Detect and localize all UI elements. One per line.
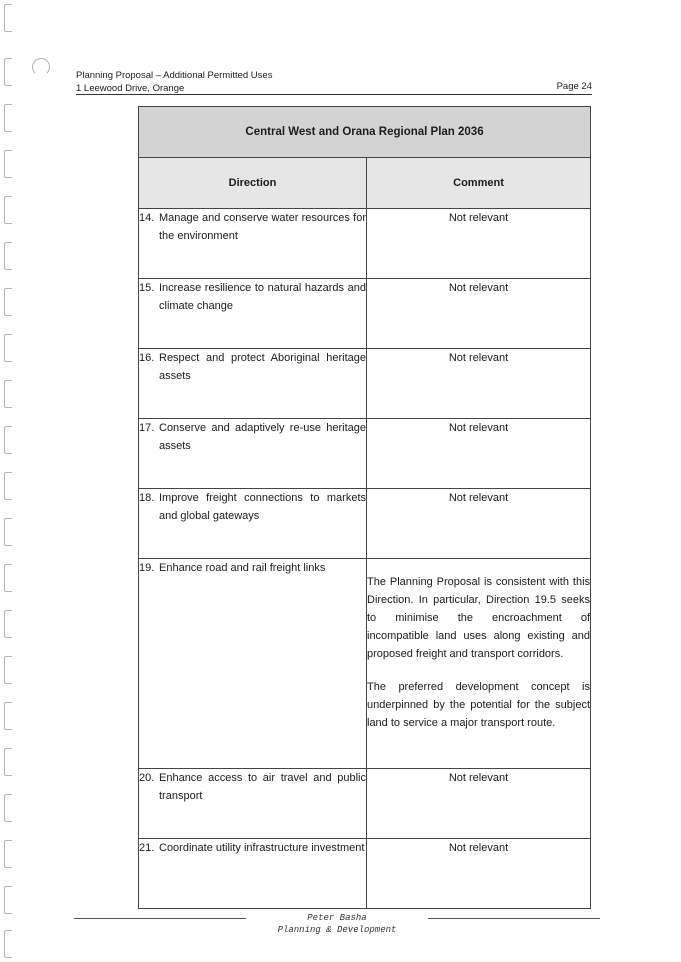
direction-cell [139,839,367,909]
table-row [139,209,591,279]
table-row [139,349,591,419]
table-row [139,839,591,909]
binder-ring-edge [0,0,22,962]
table-row [139,769,591,839]
table-title-row [139,107,591,158]
table-row [139,419,591,489]
binder-ring [4,748,12,776]
direction-number: 19. [139,562,155,574]
table-header-row [139,158,591,209]
footer-author: Peter Basha [307,913,367,923]
binder-ring [4,472,12,500]
table-row [139,279,591,349]
binder-ring [4,794,12,822]
direction-number: 17. [139,422,155,434]
binder-ring [4,518,12,546]
binder-ring [4,656,12,684]
binder-ring [4,930,12,958]
binder-ring [4,380,12,408]
table-row [139,559,591,769]
binder-ring [4,334,12,362]
comment-text: Not relevant [448,772,509,784]
binder-ring [4,564,12,592]
direction-cell [139,209,367,279]
direction-number: 21. [139,842,155,854]
binder-ring [4,840,12,868]
direction-number: 18. [139,492,155,504]
direction-cell [139,279,367,349]
direction-text: Enhance road and rail freight links [159,562,326,574]
page-footer [74,910,600,942]
binder-ring [4,242,12,270]
comment-cell [367,349,591,419]
direction-text: Increase resilience to natural hazards and climate change [159,282,366,312]
binder-ring [4,104,12,132]
direction-cell [139,489,367,559]
header-rule [76,94,592,95]
direction-number: 20. [139,772,155,784]
direction-text: Improve freight connections to markets and global gateways [159,492,366,522]
binder-ring [4,58,12,86]
document-title: Planning Proposal – Additional Permitted Uses [76,70,273,81]
comment-text: Not relevant [448,492,509,504]
comment-cell [367,489,591,559]
binder-ring [4,702,12,730]
binder-ring [4,150,12,178]
direction-text: Manage and conserve water resources for the environment [159,212,366,242]
comment-cell [367,419,591,489]
comment-cell [367,769,591,839]
direction-text: Conserve and adaptively re-use heritage assets [159,422,366,452]
direction-cell [139,559,367,769]
comment-paragraph: The preferred development concept is underpinned by the potential for the subject land to service a major transport route. [367,681,591,729]
comment-paragraph: The Planning Proposal is consistent with this Direction. In particular, Direction 19.5 seeks to minimise the encroachment of incompatible land uses along existing and proposed freight and transport corridors. [367,576,591,660]
table-title: Central West and Orana Regional Plan 2036 [139,107,591,158]
document-address: 1 Leewood Drive, Orange [76,83,185,94]
direction-number: 16. [139,352,155,364]
page-header [76,70,592,94]
direction-text: Coordinate utility infrastructure investment [159,842,365,854]
binder-ring [4,196,12,224]
binder-ring [4,610,12,638]
binder-ring [4,4,12,32]
comment-cell [367,839,591,909]
binder-ring [4,426,12,454]
comment-text: Not relevant [448,842,509,854]
footer-firm: Planning & Development [277,925,397,935]
comment-text: Not relevant [448,422,509,434]
comment-cell [367,209,591,279]
binder-ring [4,886,12,914]
direction-text: Enhance access to air travel and public transport [159,772,366,802]
column-header-comment: Comment [367,158,591,209]
comment-text: Not relevant [448,212,509,224]
binder-ring [4,288,12,316]
direction-number: 14. [139,212,155,224]
comment-text: Not relevant [448,282,509,294]
direction-cell [139,419,367,489]
direction-cell [139,769,367,839]
direction-text: Respect and protect Aboriginal heritage assets [159,352,366,382]
comment-cell [367,279,591,349]
page-number: Page 24 [556,81,592,92]
comment-cell [367,559,591,769]
direction-cell [139,349,367,419]
comment-text: Not relevant [448,352,509,364]
table-row [139,489,591,559]
punch-hole-mark [32,58,50,76]
direction-number: 15. [139,282,155,294]
regional-plan-table [138,106,591,909]
column-header-direction: Direction [139,158,367,209]
